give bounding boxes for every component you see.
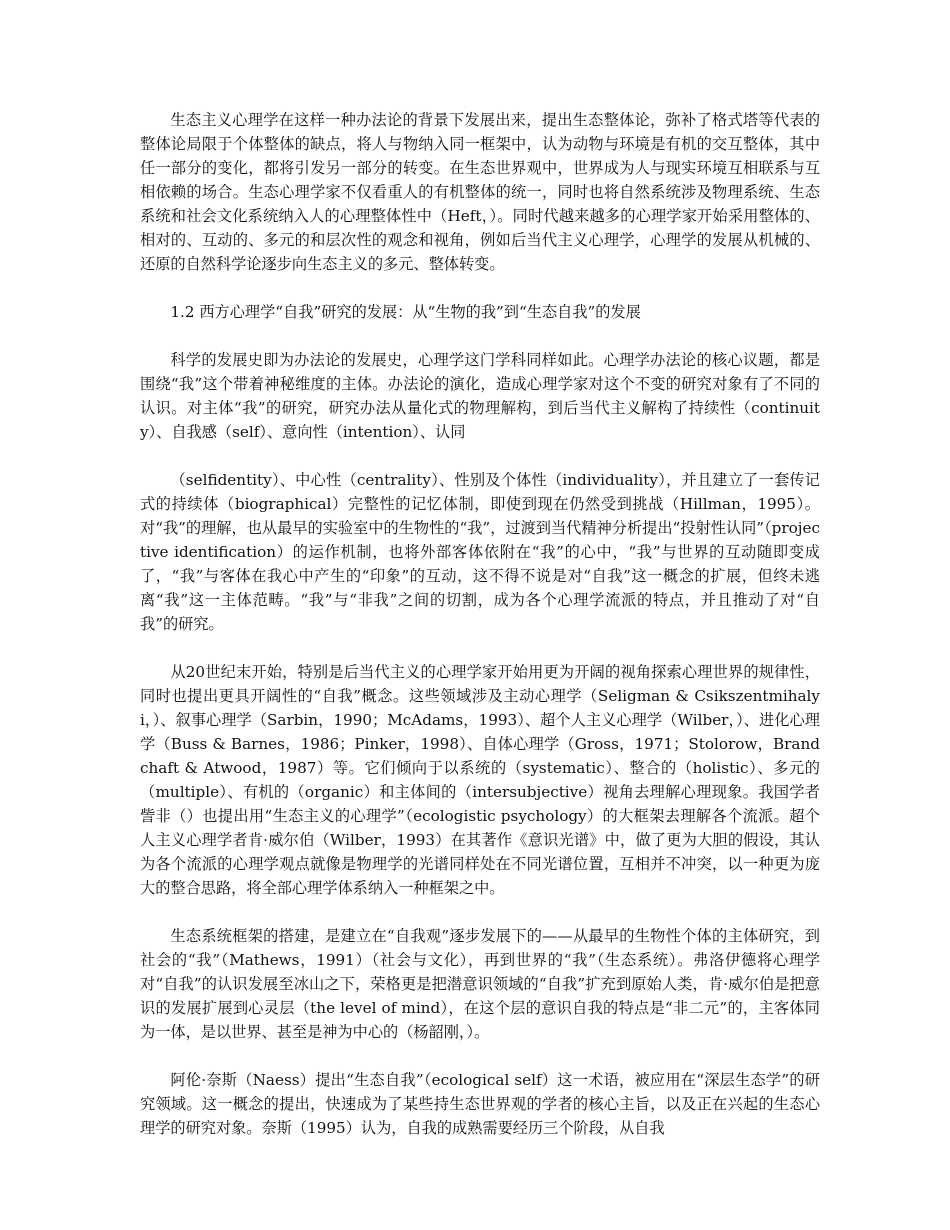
paragraph-ecological-holism: 生态主义心理学在这样一种办法论的背景下发展出来，提出生态整体论，弥补了格式塔等代表的整体论局限于个体整体的缺点，将人与物纳入同一框架中，认为动物与环境是有机的交互整体，其中任一部分的变化，都将引发另一部分的转变。在生态世界观中，世界成为人与现实环境互相联系与互相依赖的场合。生态心理学家不仅看重人的有机整体的统一，同时也将自然系统涉及物理系统、生态系统和社会文化系统纳入人的心理整体性中（Heft，）。同时代越来越多的心理学家开始采用整体的、相对的、互动的、多元的和层次性的观念和视角，例如后当代主义心理学，心理学的发展从机械的、还原的自然科学论逐步向生态主义的多元、整体转变。 bbox=[140, 111, 820, 273]
section-heading-1-2: 1.2 西方心理学“自我”研究的发展：从“生物的我”到“生态自我”的发展 bbox=[170, 303, 641, 321]
paragraph-ecological-self: 阿伦·奈斯（Naess）提出“生态自我”（ecological self）这一术语，被应用在“深层生态学”的研究领域。这一概念的提出，快速成为了某些持生态世界观的学者的核心主旨，以及正在兴起的生态心理学的研究对象。奈斯（1995）认为，自我的成熟需要经历三个阶段，从自我 bbox=[140, 1071, 820, 1137]
paragraph-postmodern-self: 从20世纪末开始，特别是后当代主义的心理学家开始用更为开阔的视角探索心理世界的规律性，同时也提出更具开阔性的“自我”概念。这些领域涉及主动心理学（Seligman & Csikszentmihalyi，）、叙事心理学（Sarbin，1990；McAdams，1993）、超个人主义心理学（Wilber，）、进化心理学（Buss & Barnes，1986；Pinker，1998）、自体心理学（Gross，1971；Stolorow，Brandchaft & Atwood，1987）等。它们倾向于以系统的（systematic）、整合的（holistic）、多元的（multiple）、有机的（organic）和主体间的（intersubjective）视角去理解心理现象。我国学者訾非（）也提出用“生态主义的心理学”（ecologistic psychology）的大框架去理解各个流派。超个人主义心理学者肯·威尔伯（Wilber，1993）在其著作《意识光谱》中，做了更为大胆的假设，其认为各个流派的心理学观点就像是物理学的光谱同样处在不同光谱位置，互相并不冲突，以一种更为庞大的整合思路，将全部心理学体系纳入一种框架之中。 bbox=[140, 663, 820, 897]
paragraph-self-identity: （selfidentity）、中心性（centrality）、性别及个体性（individuality），并且建立了一套传记式的持续体（biographical）完整性的记忆体制，即使到现在仍然受到挑战（Hillman，1995）。对“我”的理解，也从最早的实验室中的生物性的“我”，过渡到当代精神分析提出“投射性认同”（projective identification）的运作机制，也将外部客体依附在“我”的心中，“我”与世界的互动随即变成了，“我”与客体在我心中产生的“印象”的互动，这不得不说是对“自我”这一概念的扩展，但终未逃离“我”这一主体范畴。“我”与“非我”之间的切割，成为各个心理学流派的特点，并且推动了对“自我”的研究。 bbox=[140, 471, 820, 633]
paragraph-ecosystem-framework: 生态系统框架的搭建，是建立在“自我观”逐步发展下的——从最早的生物性个体的主体研究，到社会的“我”（Mathews，1991）（社会与文化），再到世界的“我”（生态系统）。弗洛伊德将心理学对“自我”的认识发展至冰山之下，荣格更是把潜意识领域的“自我”扩充到原始人类，肯·威尔伯是把意识的发展扩展到心灵层（the level of mind），在这个层的意识自我的特点是“非二元”的，主客体同为一体，是以世界、甚至是神为中心的（杨韶刚，）。 bbox=[140, 927, 820, 1041]
document-body bbox=[140, 108, 820, 1140]
paragraph-methodology-self: 科学的发展史即为办法论的发展史，心理学这门学科同样如此。心理学办法论的核心议题，都是围绕“我”这个带着神秘维度的主体。办法论的演化，造成心理学家对这个不变的研究对象有了不同的认识。对主体“我”的研究，研究办法从量化式的物理解构，到后当代主义解构了持续性（continuity）、自我感（self）、意向性（intention）、认同 bbox=[140, 351, 820, 441]
